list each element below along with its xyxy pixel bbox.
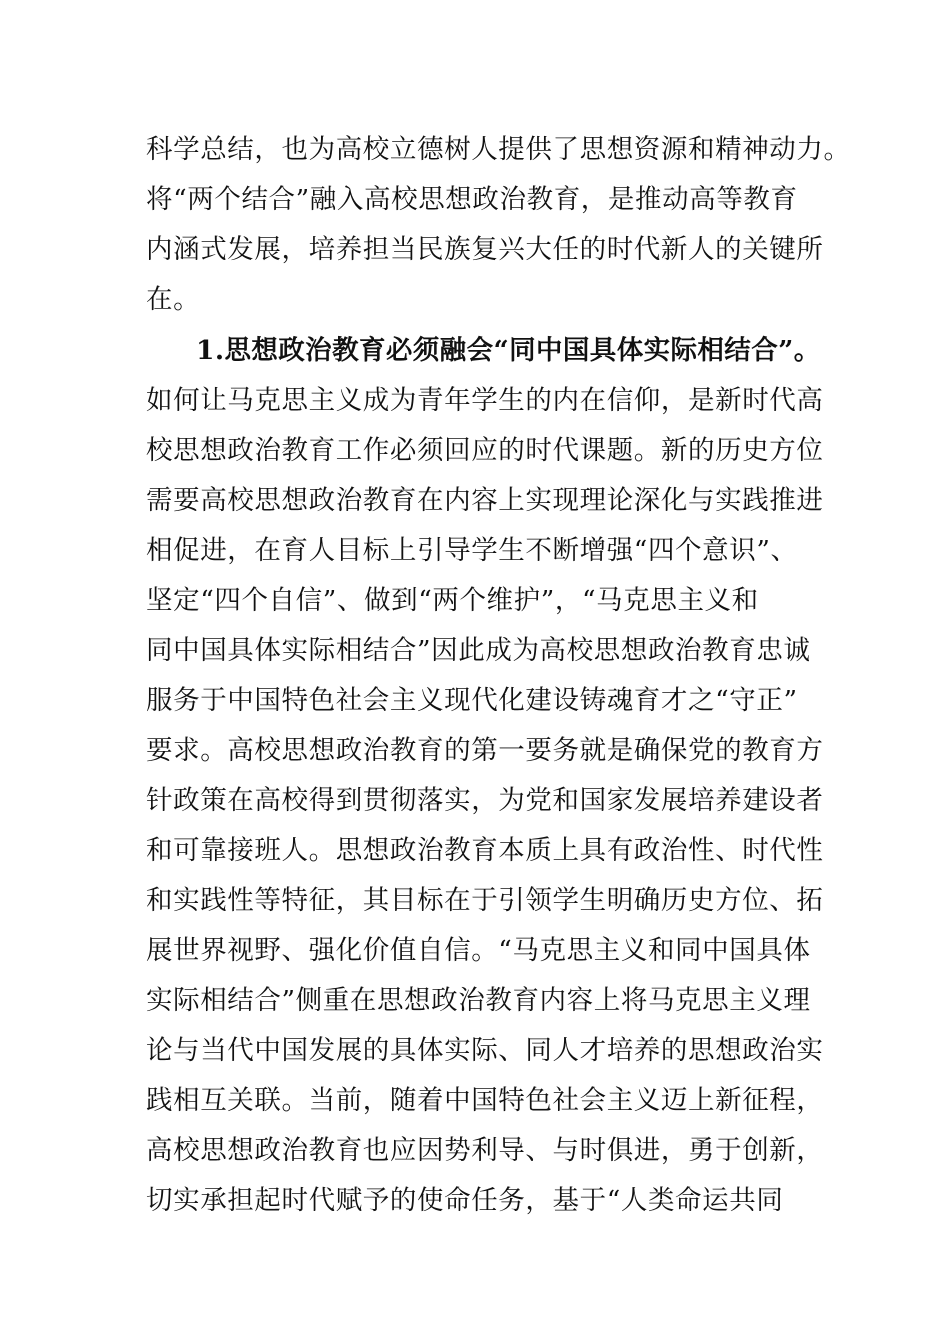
body-line-5: 坚定“四个自信”、做到“两个维护”，“马克思主义和 xyxy=(146,585,759,616)
body-line-13: 实际相结合”侧重在思想政治教育内容上将马克思主义理 xyxy=(146,985,811,1016)
body-line-3: 需要高校思想政治教育在内容上实现理论深化与实践推进 xyxy=(146,485,824,516)
body-line-14: 论与当代中国发展的具体实际、同人才培养的思想政治实 xyxy=(146,1035,824,1066)
intro-line-1: 科学总结，也为高校立德树人提供了思想资源和精神动力。 xyxy=(146,134,851,165)
intro-line-2: 将“两个结合”融入高校思想政治教育，是推动高等教育 xyxy=(146,184,798,215)
body-line-4: 相促进，在育人目标上引导学生不断增强“四个意识”、 xyxy=(146,535,798,566)
body-line-10: 和可靠接班人。思想政治教育本质上具有政治性、时代性 xyxy=(146,835,824,866)
body-line-1: 如何让马克思主义成为青年学生的内在信仰，是新时代高 xyxy=(146,385,824,416)
body-line-8: 要求。高校思想政治教育的第一要务就是确保党的教育方 xyxy=(146,735,824,766)
body-line-12: 展世界视野、强化价值自信。“马克思主义和同中国具体 xyxy=(146,935,811,966)
section-heading: 1.思想政治教育必须融会“同中国具体实际相结合”。 xyxy=(196,335,821,366)
body-line-16: 高校思想政治教育也应因势利导、与时俱进，勇于创新， xyxy=(146,1135,824,1166)
body-line-11: 和实践性等特征，其目标在于引领学生明确历史方位、拓 xyxy=(146,885,824,916)
body-line-6: 同中国具体实际相结合”因此成为高校思想政治教育忠诚 xyxy=(146,635,811,666)
body-line-15: 践相互关联。当前，随着中国特色社会主义迈上新征程， xyxy=(146,1085,824,1116)
intro-line-3: 内涵式发展，培养担当民族复兴大任的时代新人的关键所 xyxy=(146,234,824,265)
body-line-2: 校思想政治教育工作必须回应的时代课题。新的历史方位 xyxy=(146,435,824,466)
intro-line-4: 在。 xyxy=(146,284,201,315)
body-line-7: 服务于中国特色社会主义现代化建设铸魂育才之“守正” xyxy=(146,685,798,716)
body-line-17: 切实承担起时代赋予的使命任务，基于“人类命运共同 xyxy=(146,1185,784,1216)
body-line-9: 针政策在高校得到贯彻落实，为党和国家发展培养建设者 xyxy=(146,785,824,816)
